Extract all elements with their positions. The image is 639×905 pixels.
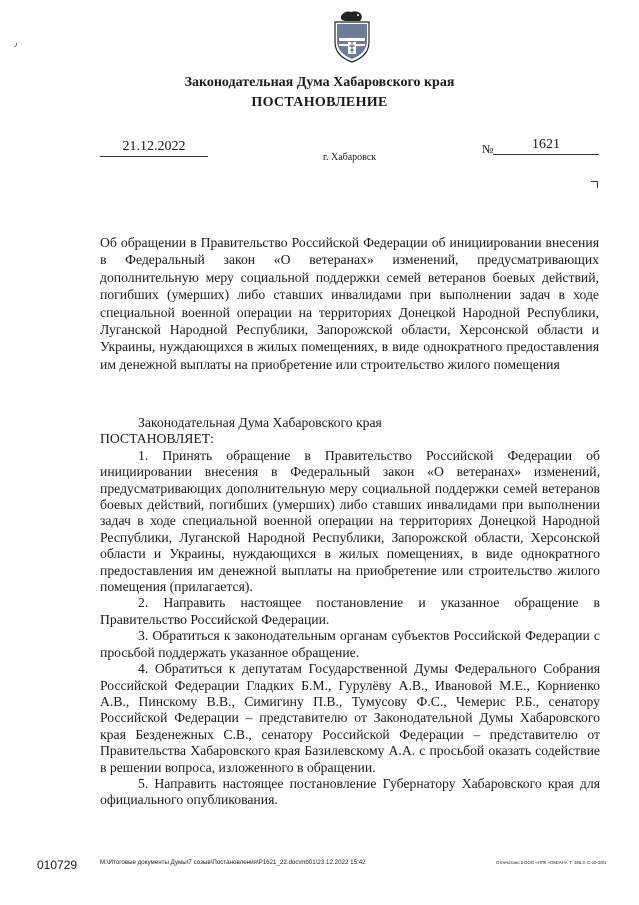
- body-lead: Законодательная Дума Хабаровского края: [138, 415, 382, 430]
- body-item-2: 2. Направить настоящее постановление и указанное обращение в Правительство Российской Федерации.: [100, 595, 600, 627]
- document-number: 1621: [493, 137, 599, 155]
- corner-mark: [591, 181, 598, 188]
- document-title: Об обращении в Правительство Российской Федерации об инициировании внесения в Федеральный закон «О ветеранах» изменений, предусматривающих дополнительную меру социальной поддержки семей ветеранов боевых действий, погибших (умерших) либо ставших инвалидами при выполнении задач в ходе специальной военной операции на территориях Донецкой Народной Республики, Луганской Народной Республики, Запорожской области, Херсонской области и Украины, нуждающихся в жилых помещениях, в виде однократного предоставления им денежной выплаты на приобретение или строительство жилого помещения: [100, 235, 599, 372]
- coat-of-arms-icon: [331, 8, 373, 64]
- city: г. Хабаровск: [323, 152, 377, 163]
- body-item-1: 1. Принять обращение в Правительство Российской Федерации об инициировании внесения в Федеральный закон «О ветеранах» изменений, предусматривающих дополнительную меру социальной поддержки семей ветеранов боевых действий, погибших (умерших) либо ставших инвалидами при выполнении задач в ходе специальной военной операции на территориях Донецкой Народной Республики, Луганской Народной Республики, Запорожской области, Херсонской области и Украины, нуждающихся в жилых помещениях, в виде однократного предоставления им денежной выплаты на приобретение или строительство жилого помещения (прилагается).: [100, 447, 600, 595]
- organization-name: Законодательная Дума Хабаровского края: [184, 75, 455, 90]
- stray-mark: ٫: [14, 38, 18, 49]
- footer-code: 010729: [37, 858, 78, 872]
- body-resolves: ПОСТАНОВЛЯЕТ:: [100, 431, 214, 447]
- document-type: ПОСТАНОВЛЕНИЕ: [251, 95, 388, 110]
- footer-print-note: Отпечатано в ООО «НПК «ОКЕАН». Т. 185.3. С-10-18/1: [496, 860, 607, 865]
- document-body: [100, 415, 600, 809]
- number-label: №: [482, 142, 494, 156]
- body-item-3: 3. Обратиться к законодательным органам субъектов Российской Федерации с просьбой поддержать указанное обращение.: [100, 628, 600, 660]
- body-item-5: 5. Направить настоящее постановление Губернатору Хабаровского края для официального опубликования.: [100, 775, 600, 808]
- document-date: 21.12.2022: [100, 139, 208, 157]
- body-item-4: 4. Обратиться к депутатам Государственной Думы Федерального Собрания Российской Федерации Гладких Б.М., Гурулёву А.В., Ивановой М.Е., Корниенко А.В., Пинскому В.В., Симигину П.В., Тумусову Ф.С., Чемерис Р.Б., сенатору Российской Федерации – представителю от Законодательной Думы Хабаровского края Безденежных С.В., сенатору Российской Федерации – представителю от Правительства Хабаровского края Базилевскому А.А. с просьбой оказать содействие в решении вопроса, изложенного в обращении.: [100, 661, 600, 775]
- footer-path: M:\Итоговые документы Думы\7 созыв\Постановления\P1621_22.doc\mb01\23.12.2022 15:42: [100, 859, 366, 866]
